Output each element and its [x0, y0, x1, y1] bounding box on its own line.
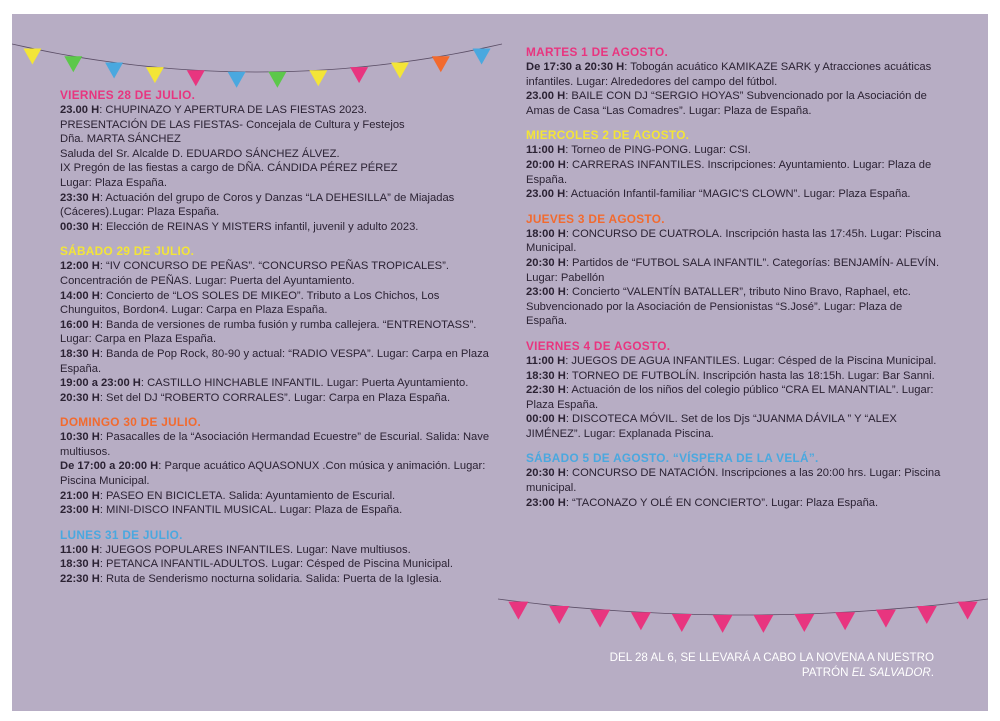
- event: 11:00 H: Torneo de PING-PONG. Lugar: CSI.: [526, 144, 751, 157]
- program-sheet: [12, 14, 988, 711]
- bunting-flag: [835, 612, 855, 630]
- event: 23:00 H: MINI-DISCO INFANTIL MUSICAL. Lugar: Plaza de España.: [60, 504, 403, 517]
- bunting-flag: [187, 70, 205, 86]
- day-miercoles-2: [526, 128, 946, 201]
- event: 18:00 H: CONCURSO DE CUATROLA. Inscripción hasta las 17:45h. Lugar: Piscina Municipal.: [526, 227, 942, 255]
- day-title: MARTES 1 DE AGOSTO.: [526, 45, 669, 59]
- event: Lugar: Plaza España.: [60, 176, 167, 189]
- event: 16:00 H: Banda de versiones de rumba fusión y rumba callejera. “ENTRENOTASS”. Lugar: Carpa en Plaza España.: [60, 318, 477, 346]
- day-title: VIERNES 28 DE JULIO.: [60, 88, 196, 102]
- event: 20:00 H: CARRERAS INFANTILES. Inscripciones: Ayuntamiento. Lugar: Plaza de España.: [526, 158, 932, 186]
- event: 23:00 H: Concierto “VALENTÍN BATALLER”, tributo Nino Bravo, Raphael, etc. Subvencionado por la Asociación de Pensionistas “S.José”. Lugar: Plaza de España.: [526, 286, 911, 328]
- event: 00:00 H: DISCOTECA MÓVIL. Set de los Djs “JUANMA DÁVILA ” Y “ALEX JIMÉNEZ”. Lugar: Explanada Piscina.: [526, 413, 897, 440]
- event: IX Pregón de las fiestas a cargo de DÑA. CÁNDIDA PÉREZ PÉREZ: [60, 162, 398, 175]
- novena-line-1: DEL 28 AL 6, SE LLEVARÁ A CABO LA NOVENA A NUESTRO: [609, 651, 934, 664]
- event: 23.00 H: CHUPINAZO Y APERTURA DE LAS FIESTAS 2023.: [60, 104, 367, 116]
- event: 12:00 H: “IV CONCURSO DE PEÑAS”. “CONCURSO PEÑAS TROPICALES”. Concentración de PEÑAS. Lugar: Puerta del Ayuntamiento.: [60, 260, 449, 287]
- event: Dña. MARTA SÁNCHEZ: [60, 133, 181, 146]
- event: Saluda del Sr. Alcalde D. EDUARDO SÁNCHEZ ÁLVEZ.: [60, 147, 340, 160]
- bunting-flag: [590, 610, 610, 628]
- event: 18:30 H: PETANCA INFANTIL-ADULTOS. Lugar: Césped de Piscina Municipal.: [60, 558, 453, 571]
- day-jueves-3: [526, 212, 946, 329]
- bunting-string: [12, 44, 502, 72]
- bunting-flag: [672, 614, 692, 632]
- event: 11:00 H: JUEGOS POPULARES INFANTILES. Lugar: Nave multiusos.: [60, 543, 411, 556]
- day-domingo-30: [60, 415, 490, 518]
- event: 14:00 H: Concierto de “LOS SOLES DE MIKEO”. Tributo a Los Chichos, Los Chunguitos, Bordon4. Lugar: Carpa en Plaza España.: [60, 289, 440, 317]
- bunting-flag: [631, 612, 651, 630]
- event: 23.00 H: BAILE CON DJ “SERGIO HOYAS” Subvencionado por la Asociación de Amas de Casa “Las Comadres”. Lugar: Plaza de España.: [526, 90, 927, 117]
- event: 22:30 H: Actuación de los niños del colegio público “CRA EL MANANTIAL”. Lugar: Plaza España.: [526, 384, 934, 411]
- day-title: JUEVES 3 DE AGOSTO.: [526, 211, 665, 226]
- bunting-string: [498, 599, 988, 615]
- bunting-flag: [268, 72, 286, 88]
- event: 23.00 H: Actuación Infantil-familiar “MAGIC'S CLOWN”. Lugar: Plaza España.: [526, 188, 911, 201]
- bunting-flag: [64, 56, 82, 72]
- bunting-flag: [473, 49, 491, 65]
- day-title: SÁBADO 29 DE JULIO.: [60, 244, 195, 259]
- novena-line-2: PATRÓN EL SALVADOR.: [801, 666, 934, 679]
- bunting-flag: [876, 610, 896, 628]
- day-martes-1: [526, 45, 946, 118]
- bunting-flag: [228, 72, 246, 88]
- event: 18:30 H: TORNEO DE FUTBOLÍN. Inscripción hasta las 18:15h. Lugar: Bar Sanni.: [526, 369, 935, 382]
- event: De 17:30 a 20:30 H: Tobogán acuático KAMIKAZE SARK y Atracciones acuáticas infantiles. Lugar: Alrededores del campo del fútbol.: [526, 61, 932, 88]
- day-title: DOMINGO 30 DE JULIO.: [60, 415, 202, 430]
- novena-note: [522, 650, 934, 680]
- bunting-flag: [23, 49, 41, 65]
- bunting-flag: [350, 67, 368, 83]
- event: 21:00 H: PASEO EN BICICLETA. Salida: Ayuntamiento de Escurial.: [60, 489, 396, 502]
- bunting-flag: [105, 63, 123, 79]
- bunting-bottom-right: [498, 599, 988, 633]
- bunting-flag: [917, 606, 937, 624]
- bunting-flag: [713, 615, 733, 633]
- day-viernes-4: [526, 339, 946, 442]
- bunting-flag: [432, 56, 450, 72]
- bunting-flag: [794, 614, 814, 632]
- day-sabado-29: [60, 244, 490, 405]
- day-title: LUNES 31 DE JULIO.: [60, 527, 183, 542]
- event: 19:00 a 23:00 H: CASTILLO HINCHABLE INFANTIL. Lugar: Puerta Ayuntamiento.: [60, 377, 469, 390]
- event: 18:30 H: Banda de Pop Rock, 80-90 y actual: “RADIO VESPA”. Lugar: Carpa en Plaza España.: [60, 347, 489, 375]
- event: 20:30 H: CONCURSO DE NATACIÓN. Inscripciones a las 20:00 hrs. Lugar: Piscina municipal.: [526, 467, 941, 495]
- bunting-flag: [508, 602, 528, 620]
- bunting-flag: [309, 70, 327, 86]
- event: 00:30 H: Elección de REINAS Y MISTERS infantil, juvenil y adulto 2023.: [60, 220, 419, 233]
- bunting-flag: [146, 67, 164, 83]
- event: PRESENTACIÓN DE LAS FIESTAS- Concejala de Cultura y Festejos: [60, 118, 405, 131]
- event: De 17:00 a 20:00 H: Parque acuático AQUASONUX .Con música y animación. Lugar: Piscina Municipal.: [60, 460, 486, 488]
- bunting-flag: [958, 602, 978, 620]
- event: 22:30 H: Ruta de Senderismo nocturna solidaria. Salida: Puerta de la Iglesia.: [60, 573, 442, 586]
- day-sabado-5: [526, 451, 946, 510]
- right-column: [526, 45, 946, 520]
- bunting-flag: [391, 63, 409, 79]
- event: 23:30 H: Actuación del grupo de Coros y Danzas “LA DEHESILLA” de Miajadas (Cáceres).Lugar: Plaza España.: [60, 191, 455, 219]
- event: 11:00 H: JUEGOS DE AGUA INFANTILES. Lugar: Césped de la Piscina Municipal.: [526, 354, 937, 367]
- bunting-top-left: [12, 44, 502, 88]
- event: 23:00 H: “TACONAZO Y OLÉ EN CONCIERTO”. Lugar: Plaza España.: [526, 496, 879, 509]
- day-title: MIERCOLES 2 DE AGOSTO.: [526, 128, 690, 143]
- event: 20:30 H: Set del DJ “ROBERTO CORRALES”. Lugar: Carpa en Plaza España.: [60, 391, 451, 404]
- day-title: VIERNES 4 DE AGOSTO.: [526, 338, 671, 353]
- day-lunes-31: [60, 528, 490, 587]
- bunting-flag: [549, 606, 569, 624]
- event: 20:30 H: Partidos de “FUTBOL SALA INFANTIL”. Categorías: BENJAMÍN- ALEVÍN. Lugar: Pabellón: [526, 256, 940, 284]
- day-title: SÁBADO 5 DE AGOSTO. “VÍSPERA DE LA VELÁ”.: [526, 451, 819, 466]
- left-column: [60, 88, 490, 597]
- bunting-flag: [753, 615, 773, 633]
- event: 10:30 H: Pasacalles de la “Asociación Hermandad Ecuestre” de Escurial. Salida: Nave multiusos.: [60, 431, 490, 458]
- day-viernes-28: [60, 88, 490, 234]
